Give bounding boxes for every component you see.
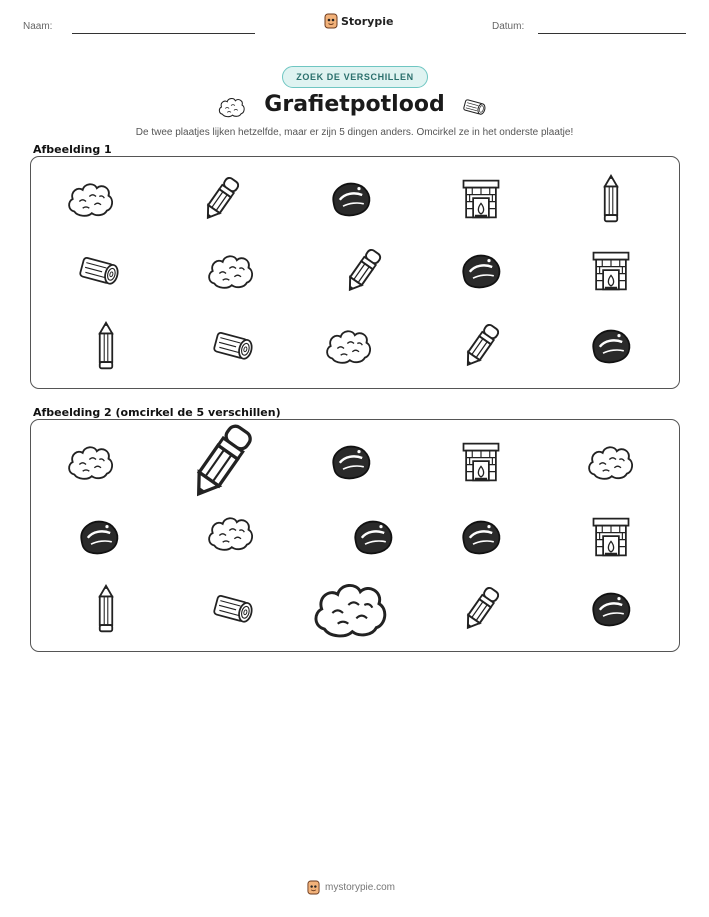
picture1-label: Afbeelding 1	[33, 143, 112, 156]
pencil-icon	[581, 169, 641, 229]
footer	[307, 880, 395, 895]
storypie-mascot-icon	[307, 880, 320, 895]
fireplace-icon[interactable]	[451, 432, 511, 492]
graphite-lump-icon	[321, 169, 381, 229]
graphite-lump-icon[interactable]	[451, 507, 511, 567]
graphite-rock-icon	[61, 169, 121, 229]
log-icon	[203, 316, 263, 376]
title-log-icon	[459, 95, 489, 119]
fireplace-icon[interactable]	[581, 507, 641, 567]
pencil-tip-icon	[451, 316, 511, 376]
graphite-rock-icon[interactable]	[581, 432, 641, 492]
storypie-mascot-icon	[324, 13, 338, 29]
graphite-lump-icon[interactable]	[581, 579, 641, 639]
picture2-panel[interactable]	[30, 419, 680, 652]
graphite-rock-icon	[319, 316, 379, 376]
fireplace-icon	[581, 241, 641, 301]
footer-url: mystorypie.com	[325, 882, 396, 893]
pencil-tip-icon[interactable]	[191, 432, 251, 492]
picture1-panel	[30, 156, 680, 389]
graphite-rock-icon[interactable]	[321, 579, 381, 639]
name-line[interactable]	[72, 33, 255, 34]
pencil-tip-icon	[191, 169, 251, 229]
pencil-icon[interactable]	[76, 579, 136, 639]
pencil-tip-icon	[333, 241, 393, 301]
date-label: Datum:	[492, 21, 525, 32]
fireplace-icon	[451, 169, 511, 229]
graphite-lump-icon[interactable]	[321, 432, 381, 492]
brand-logo	[324, 13, 393, 29]
graphite-lump-icon	[451, 241, 511, 301]
log-icon	[69, 241, 129, 301]
activity-badge: ZOEK DE VERSCHILLEN	[282, 66, 428, 88]
graphite-rock-icon	[201, 241, 261, 301]
pencil-tip-icon[interactable]	[451, 579, 511, 639]
graphite-lump-icon[interactable]	[69, 507, 129, 567]
pencil-icon	[76, 316, 136, 376]
graphite-lump-icon	[581, 316, 641, 376]
graphite-lump-icon[interactable]	[343, 507, 403, 567]
graphite-rock-icon[interactable]	[61, 432, 121, 492]
name-label: Naam:	[23, 21, 53, 32]
graphite-rock-icon[interactable]	[201, 503, 261, 563]
log-icon[interactable]	[203, 579, 263, 639]
instructions: De twee plaatjes lijken hetzelfde, maar er zijn 5 dingen anders. Omcirkel ze in het onderste plaatje!	[135, 127, 574, 138]
page-title: Grafietpotlood	[264, 92, 445, 117]
date-line[interactable]	[538, 33, 686, 34]
picture2-label: Afbeelding 2 (omcirkel de 5 verschillen)	[33, 406, 281, 419]
brand-name: Storypie	[341, 14, 394, 28]
